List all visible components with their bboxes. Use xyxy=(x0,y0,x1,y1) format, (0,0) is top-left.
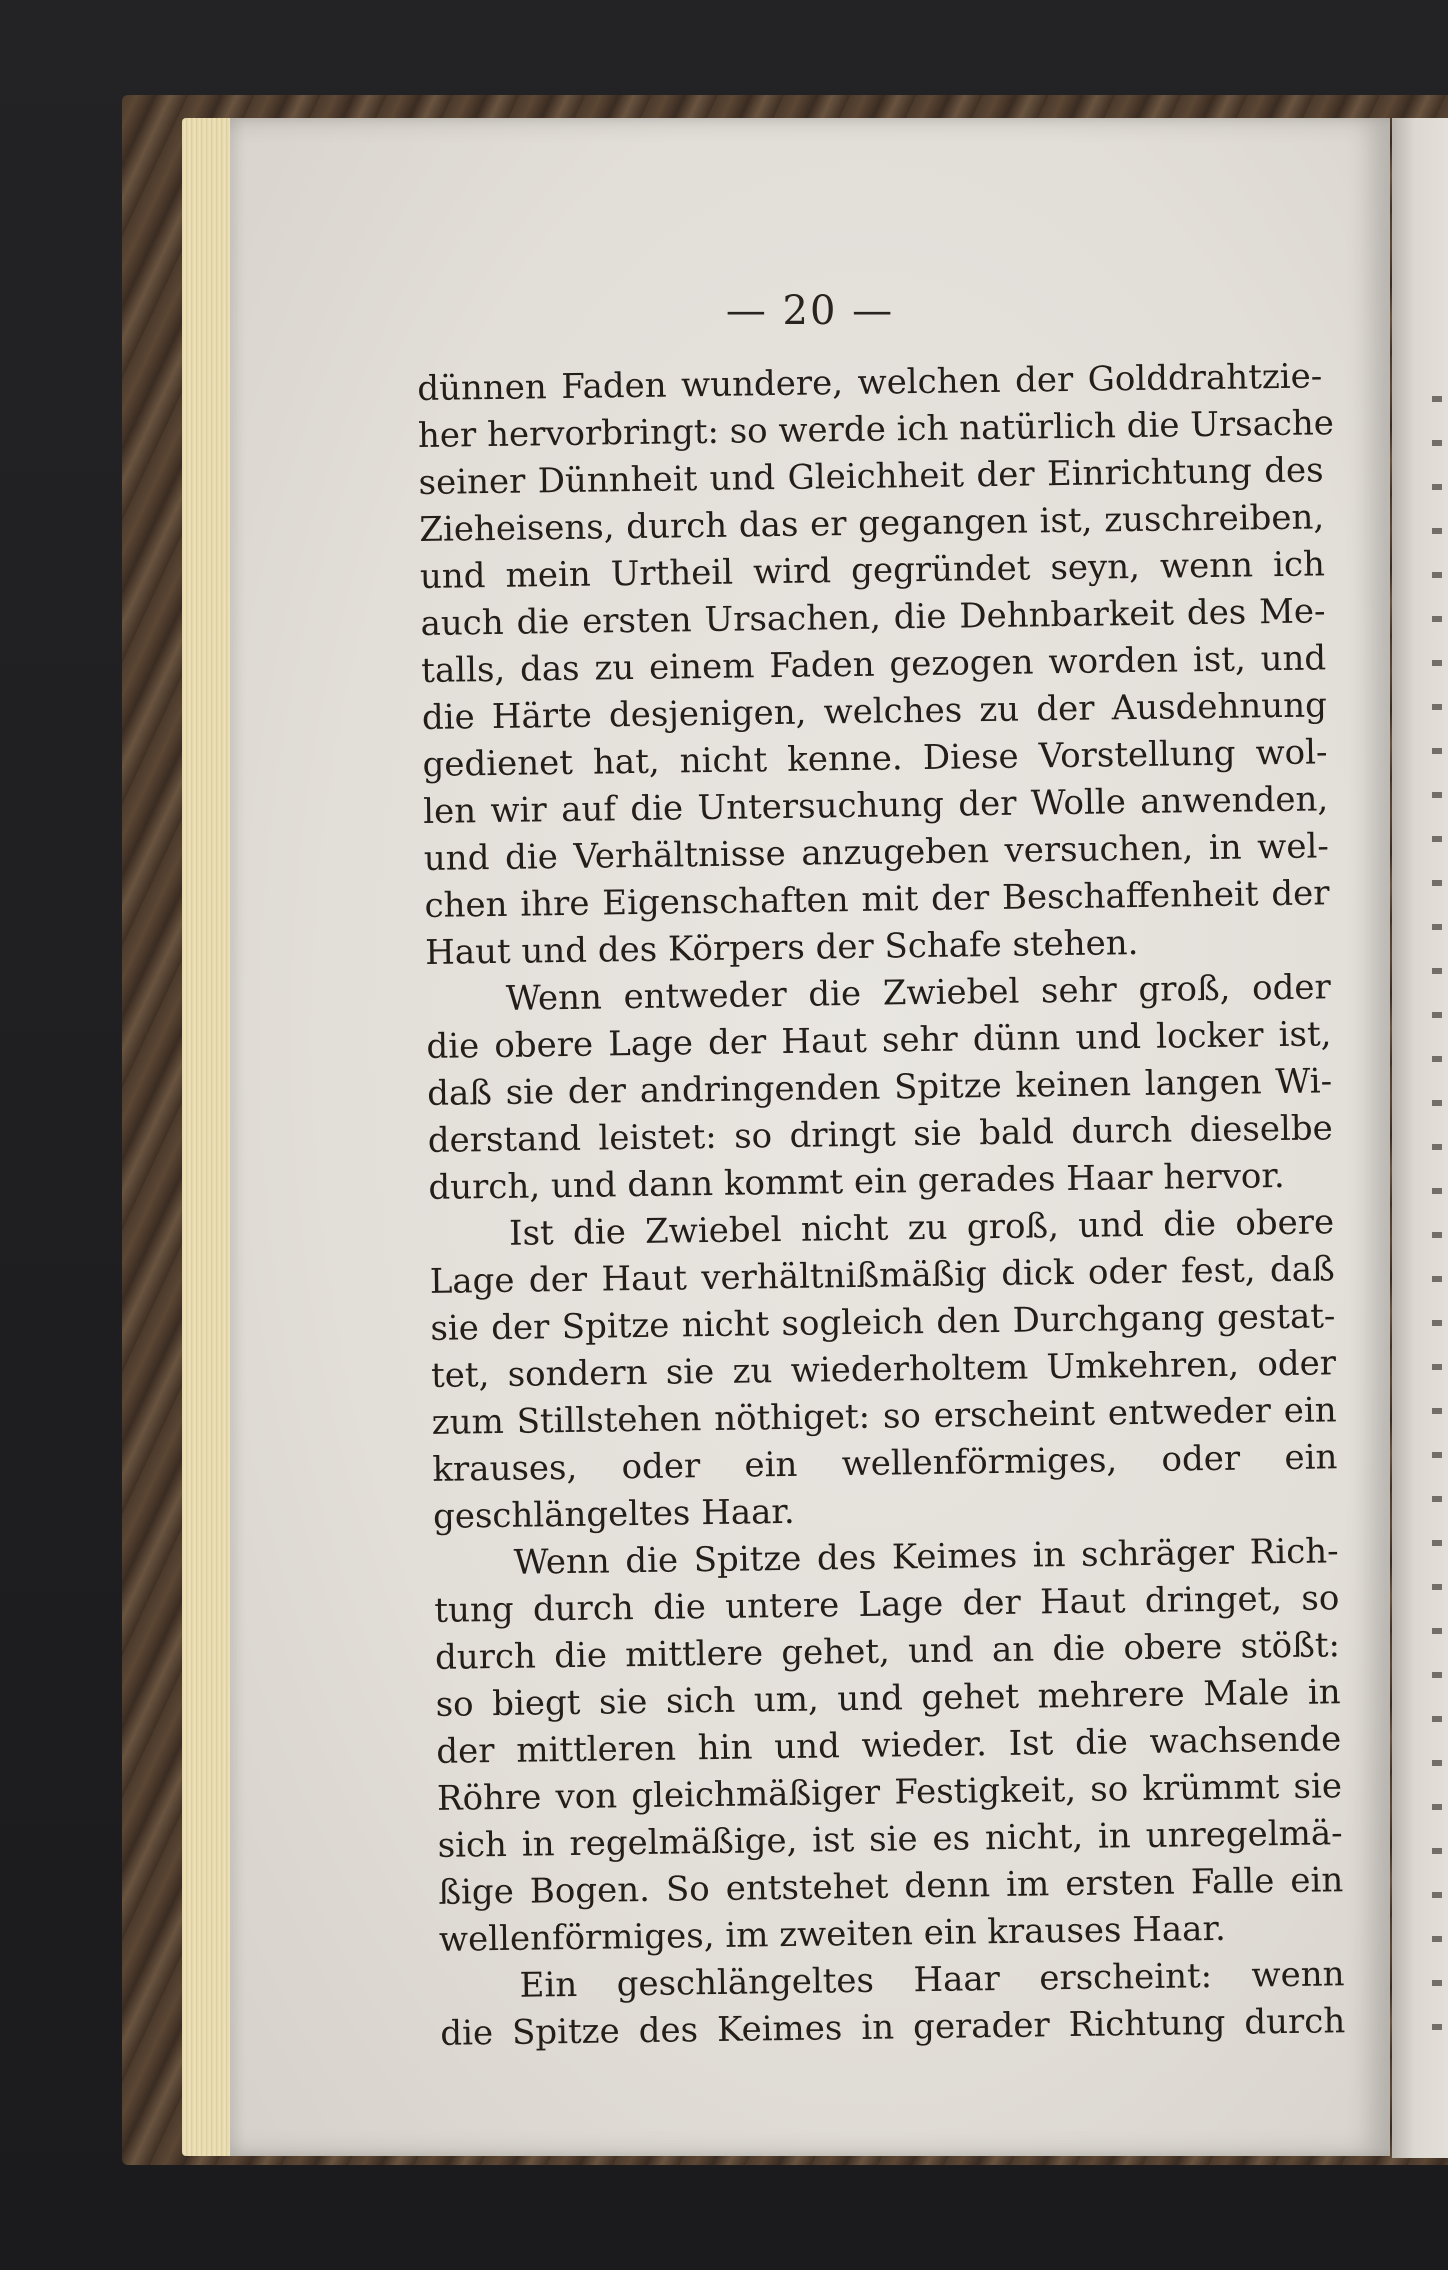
text-line: Wenn entweder die Zwiebel sehr groß, oder xyxy=(505,967,1332,1019)
text-line: der mittleren hin und wieder. Ist die wachsende xyxy=(436,1719,1342,1772)
text-line: auch die ersten Ursachen, die Dehnbarkeit des Me- xyxy=(420,591,1326,644)
text-line: krauses, oder ein wellenförmiges, oder ein xyxy=(432,1437,1338,1490)
page-text xyxy=(417,353,1346,2057)
text-line: durch, und dann kommt ein gerades Haar hervor. xyxy=(428,1155,1285,1208)
text-line: Lage der Haut verhältnißmäßig dick oder fest, daß xyxy=(429,1249,1335,1302)
text-line: gedienet hat, nicht kenne. Diese Vorstellung wol- xyxy=(422,732,1328,785)
text-line: tet, sondern sie zu wiederholtem Umkehren, oder xyxy=(430,1343,1337,1396)
book-page xyxy=(230,118,1390,2156)
text-line: Zieheisens, durch das er gegangen ist, zuschreiben, xyxy=(419,497,1325,550)
text-line: die Härte desjenigen, welches zu der Ausdehnung xyxy=(421,685,1328,738)
text-line: sie der Spitze nicht sogleich den Durchgang gestat- xyxy=(430,1296,1336,1349)
text-line: seiner Dünnheit und Gleichheit der Einrichtung des xyxy=(418,450,1324,503)
facing-page-text-marks xyxy=(1432,368,1442,2068)
text-line: die Spitze des Keimes in gerader Richtung durch xyxy=(440,2001,1346,2054)
text-line: zum Stillstehen nöthiget: so erscheint entweder ein xyxy=(431,1390,1337,1443)
text-line: derstand leistet: so dringt sie bald durch dieselbe xyxy=(427,1108,1334,1161)
text-line: Wenn die Spitze des Keimes in schräger Rich- xyxy=(513,1531,1339,1583)
page-number: — 20 — xyxy=(725,288,895,334)
text-line: her hervorbringt: so werde ich natürlich die Ursache xyxy=(417,403,1335,456)
text-line: geschlängeltes Haar. xyxy=(432,1491,795,1537)
text-line: sich in regelmäßige, ist sie es nicht, in unregelmä- xyxy=(437,1813,1343,1866)
text-line: talls, das zu einem Faden gezogen worden ist, und xyxy=(420,638,1327,691)
text-line: Ist die Zwiebel nicht zu groß, und die obere xyxy=(508,1202,1335,1254)
text-line: und die Verhältnisse anzugeben versuchen, in wel- xyxy=(423,826,1330,879)
text-line: chen ihre Eigenschaften mit der Beschaffenheit der xyxy=(424,873,1330,926)
text-line: ßige Bogen. So entstehet denn im ersten Falle ein xyxy=(438,1860,1344,1913)
text-line: so biegt sie sich um, und gehet mehrere Male in xyxy=(435,1672,1341,1725)
text-line: Röhre von gleichmäßiger Festigkeit, so krümmt sie xyxy=(436,1766,1343,1819)
text-line: dünnen Faden wundere, welchen der Golddrahtzie- xyxy=(417,356,1323,409)
page-edges xyxy=(182,118,234,2156)
text-line: len wir auf die Untersuchung der Wolle anwenden, xyxy=(422,779,1329,832)
text-line: daß sie der andringenden Spitze keinen langen Wi- xyxy=(426,1061,1333,1114)
text-line: Ein geschlängeltes Haar erscheint: wenn xyxy=(519,1954,1345,2006)
text-line: und mein Urtheil wird gegründet seyn, wenn ich xyxy=(419,544,1326,597)
text-line: die obere Lage der Haut sehr dünn und locker ist, xyxy=(426,1014,1332,1067)
text-line: durch die mittlere gehet, und an die obere stößt: xyxy=(434,1625,1341,1678)
facing-page-edge xyxy=(1392,118,1448,2158)
text-line: tung durch die untere Lage der Haut dringet, so xyxy=(434,1578,1340,1631)
text-line: wellenförmiges, im zweiten ein krauses Haar. xyxy=(438,1908,1227,1960)
text-line: Haut und des Körpers der Schafe stehen. xyxy=(424,922,1139,973)
